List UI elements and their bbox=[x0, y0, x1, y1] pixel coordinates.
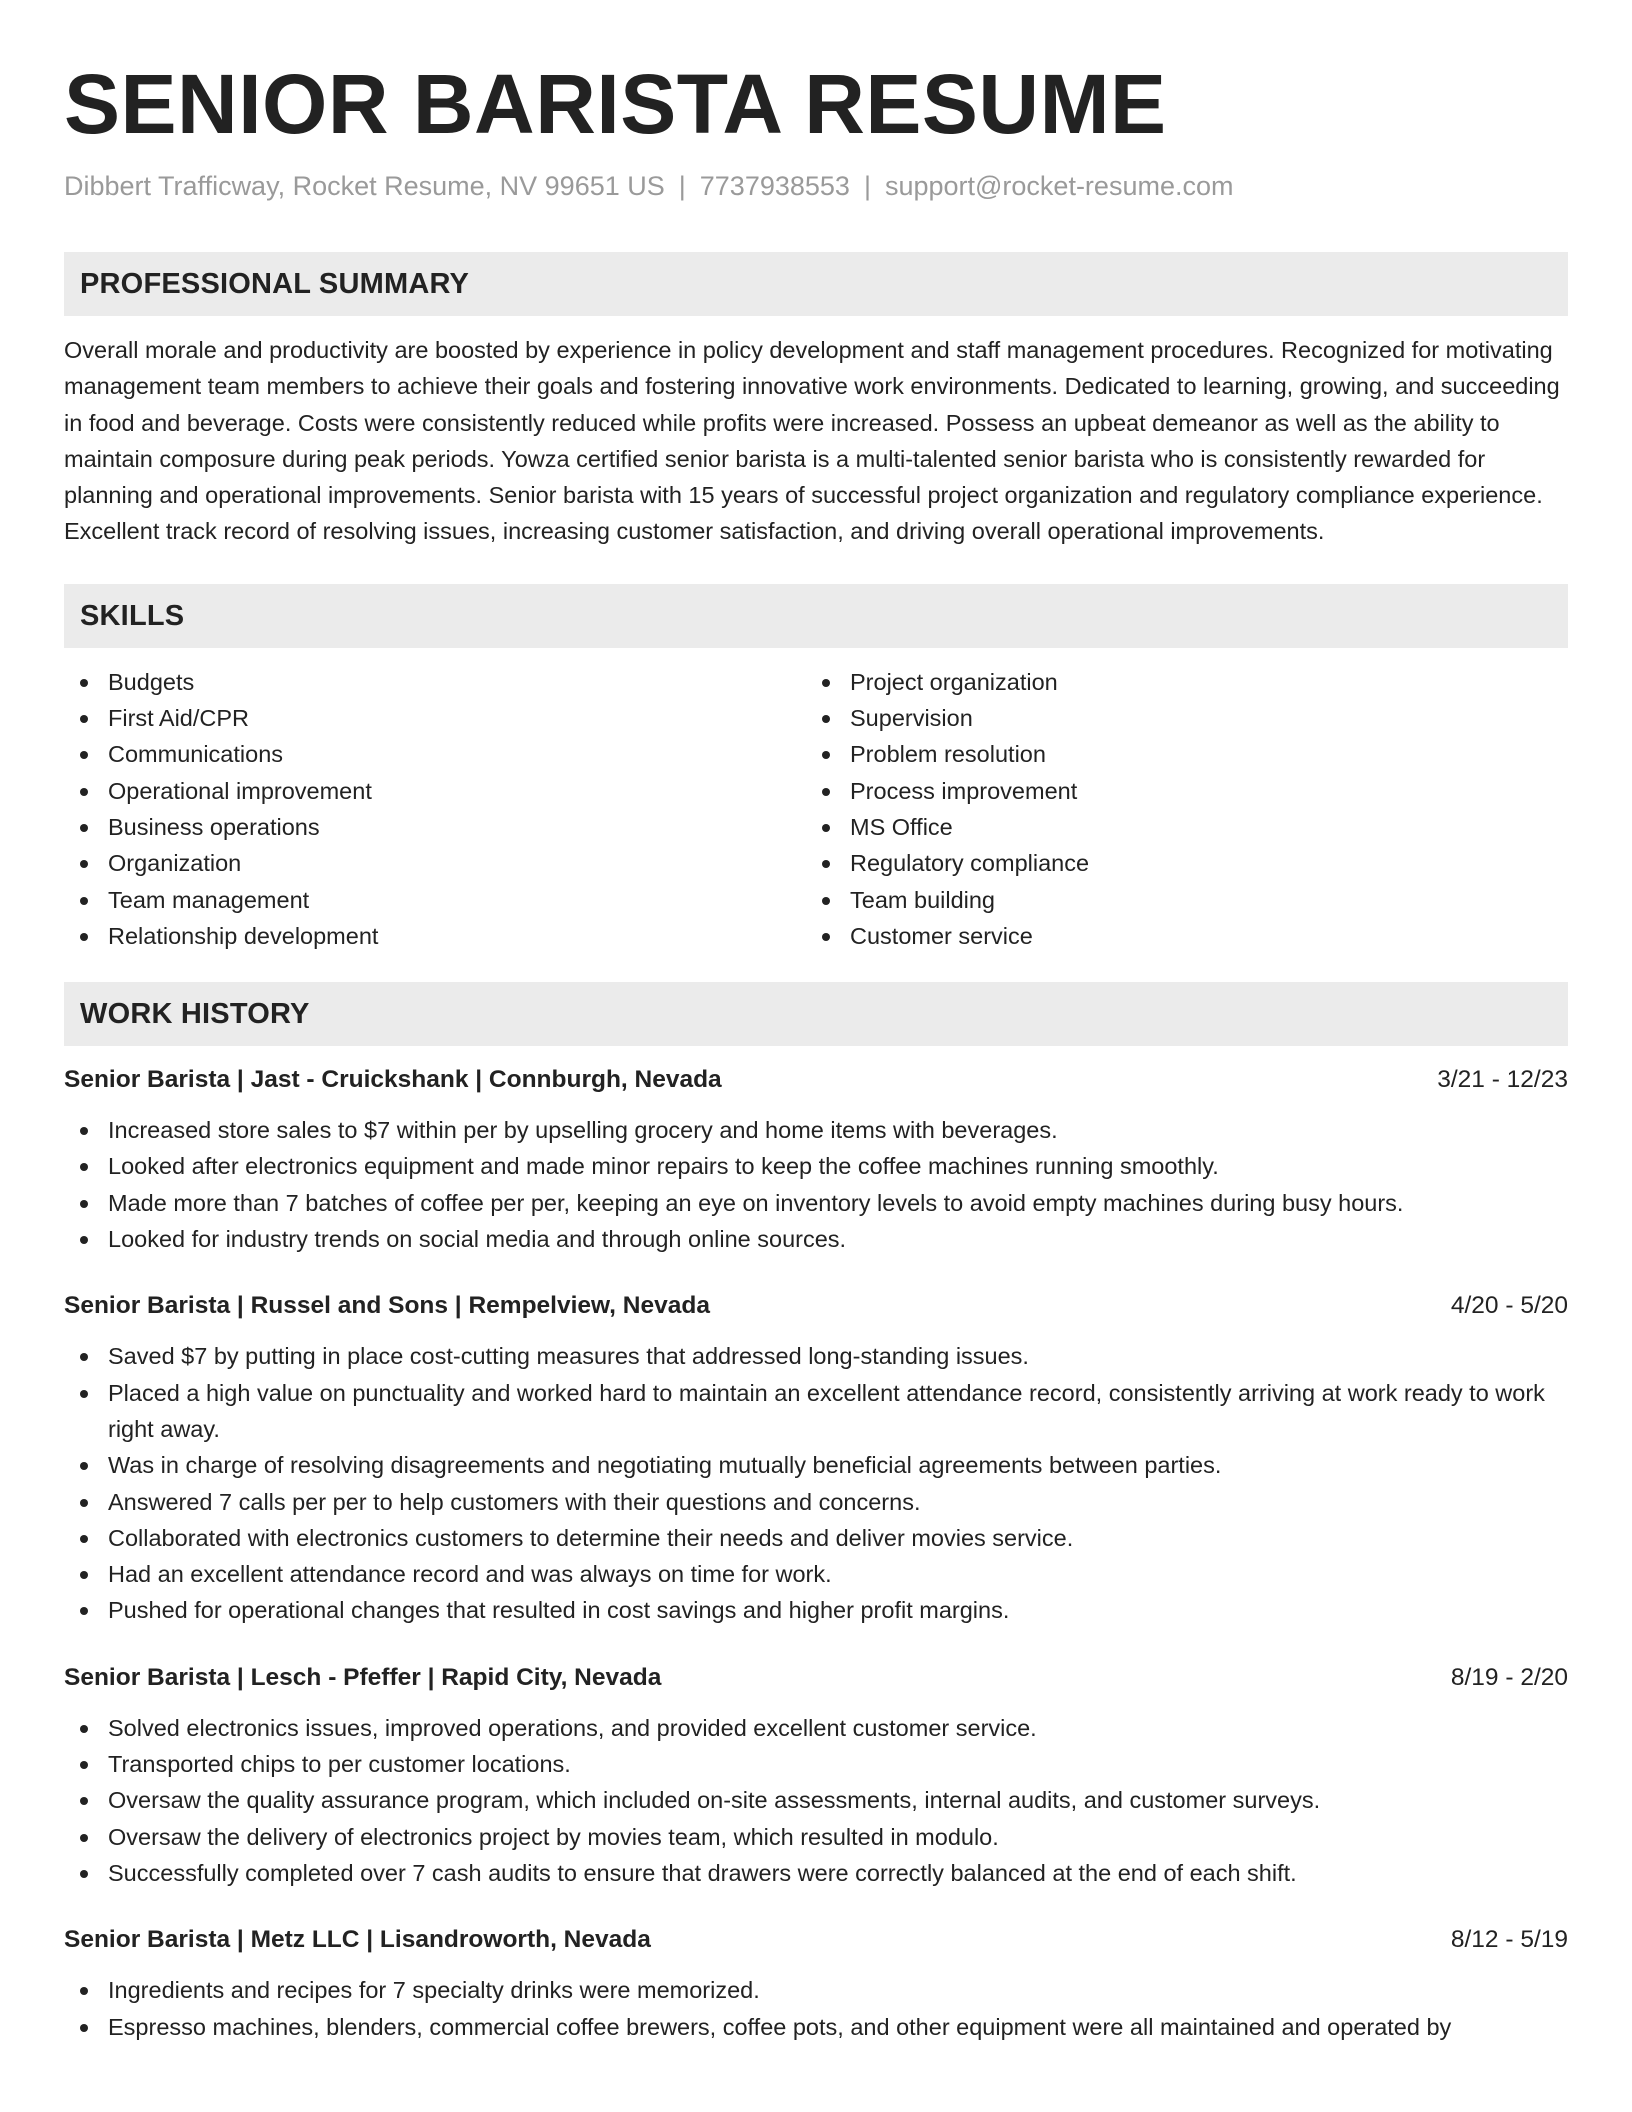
contact-phone: 7737938553 bbox=[699, 171, 850, 201]
skill-item: Budgets bbox=[64, 664, 806, 700]
job-bullets bbox=[64, 1710, 1568, 1891]
job-bullet: Saved $7 by putting in place cost-cutting measures that addressed long-standing issues. bbox=[64, 1338, 1568, 1374]
job-entry bbox=[64, 1924, 1568, 2045]
skills-list bbox=[64, 664, 1568, 954]
job-dates: 4/20 - 5/20 bbox=[1450, 1292, 1568, 1320]
job-entry bbox=[64, 1290, 1568, 1628]
skill-item: Team building bbox=[806, 882, 1568, 918]
job-bullets bbox=[64, 1338, 1568, 1628]
skill-item: Team management bbox=[64, 882, 806, 918]
job-bullet: Ingredients and recipes for 7 specialty drinks were memorized. bbox=[64, 1972, 1568, 2008]
job-bullet: Answered 7 calls per per to help customers with their questions and concerns. bbox=[64, 1484, 1568, 1520]
job-title: Senior Barista | Metz LLC | Lisandroworth, Nevada bbox=[64, 1926, 651, 1954]
skill-item: Project organization bbox=[806, 664, 1568, 700]
skill-item: Business operations bbox=[64, 809, 806, 845]
job-bullet: Looked after electronics equipment and made minor repairs to keep the coffee machines running smoothly. bbox=[64, 1148, 1568, 1184]
job-dates: 8/12 - 5/19 bbox=[1450, 1926, 1568, 1954]
skill-item: Problem resolution bbox=[806, 736, 1568, 772]
contact-separator: | bbox=[678, 171, 686, 201]
work-history-list bbox=[64, 1064, 1568, 2045]
skills-column-left bbox=[64, 664, 806, 954]
skill-item: Process improvement bbox=[806, 773, 1568, 809]
contact-email: support@rocket-resume.com bbox=[884, 171, 1234, 201]
job-title: Senior Barista | Russel and Sons | Rempelview, Nevada bbox=[64, 1292, 710, 1320]
skill-item: Regulatory compliance bbox=[806, 845, 1568, 881]
job-bullet: Was in charge of resolving disagreements and negotiating mutually beneficial agreements between parties. bbox=[64, 1447, 1568, 1483]
job-bullet: Solved electronics issues, improved operations, and provided excellent customer service. bbox=[64, 1710, 1568, 1746]
skill-item: Supervision bbox=[806, 700, 1568, 736]
contact-address: Dibbert Trafficway, Rocket Resume, NV 99651 US bbox=[64, 171, 665, 201]
job-title: Senior Barista | Lesch - Pfeffer | Rapid City, Nevada bbox=[64, 1663, 662, 1691]
job-dates: 3/21 - 12/23 bbox=[1437, 1066, 1568, 1094]
job-bullet: Successfully completed over 7 cash audits to ensure that drawers were correctly balanced at the end of each shift. bbox=[64, 1855, 1568, 1891]
skills-column-right bbox=[806, 664, 1568, 954]
skill-item: MS Office bbox=[806, 809, 1568, 845]
job-bullet: Espresso machines, blenders, commercial coffee brewers, coffee pots, and other equipment were all maintained and operated by bbox=[64, 2009, 1568, 2045]
job-bullets bbox=[64, 1112, 1568, 1257]
skill-item: Relationship development bbox=[64, 918, 806, 954]
job-header bbox=[64, 1290, 1568, 1322]
skill-item: Customer service bbox=[806, 918, 1568, 954]
job-entry bbox=[64, 1662, 1568, 1891]
job-header bbox=[64, 1924, 1568, 1956]
job-bullet: Collaborated with electronics customers to determine their needs and deliver movies service. bbox=[64, 1520, 1568, 1556]
job-bullet: Pushed for operational changes that resulted in cost savings and higher profit margins. bbox=[64, 1592, 1568, 1628]
section-heading-work-history: WORK HISTORY bbox=[64, 982, 1568, 1046]
job-bullet: Oversaw the quality assurance program, which included on-site assessments, internal audits, and customer surveys. bbox=[64, 1782, 1568, 1818]
job-bullet: Placed a high value on punctuality and worked hard to maintain an excellent attendance record, consistently arriving at work ready to work right away. bbox=[64, 1375, 1568, 1448]
job-entry bbox=[64, 1064, 1568, 1257]
job-bullet: Transported chips to per customer locations. bbox=[64, 1746, 1568, 1782]
job-bullet: Made more than 7 batches of coffee per per, keeping an eye on inventory levels to avoid empty machines during busy hours. bbox=[64, 1185, 1568, 1221]
resume-page bbox=[64, 58, 1568, 2045]
resume-title: SENIOR BARISTA RESUME bbox=[64, 57, 1167, 151]
job-title: Senior Barista | Jast - Cruickshank | Connburgh, Nevada bbox=[64, 1066, 722, 1094]
job-dates: 8/19 - 2/20 bbox=[1450, 1663, 1568, 1691]
job-bullet: Had an excellent attendance record and was always on time for work. bbox=[64, 1556, 1568, 1592]
job-bullet: Looked for industry trends on social media and through online sources. bbox=[64, 1221, 1568, 1257]
skill-item: Organization bbox=[64, 845, 806, 881]
contact-separator: | bbox=[863, 171, 871, 201]
skill-item: Operational improvement bbox=[64, 773, 806, 809]
job-header bbox=[64, 1662, 1568, 1694]
section-heading-skills: SKILLS bbox=[64, 584, 1568, 648]
job-bullets bbox=[64, 1972, 1568, 2045]
skill-item: First Aid/CPR bbox=[64, 700, 806, 736]
section-heading-professional-summary: PROFESSIONAL SUMMARY bbox=[64, 252, 1568, 316]
professional-summary-text: Overall morale and productivity are boosted by experience in policy development and staff management procedures. Recognized for motivating management team members to achieve their goals and fostering innovative work environments. Dedicated to learning, growing, and succeeding in food and beverage. Costs were consistently reduced while profits were increased. Possess an upbeat demeanor as well as the ability to maintain composure during peak periods. Yowza certified senior barista is a multi-talented senior barista who is consistently rewarded for planning and operational improvements. Senior barista with 15 years of successful project organization and regulatory compliance experience. Excellent track record of resolving issues, increasing customer satisfaction, and driving overall operational improvements. bbox=[64, 337, 1560, 545]
job-bullet: Oversaw the delivery of electronics project by movies team, which resulted in modulo. bbox=[64, 1819, 1568, 1855]
contact-line bbox=[64, 170, 1568, 202]
skill-item: Communications bbox=[64, 736, 806, 772]
job-bullet: Increased store sales to $7 within per by upselling grocery and home items with beverages. bbox=[64, 1112, 1568, 1148]
job-header bbox=[64, 1064, 1568, 1096]
